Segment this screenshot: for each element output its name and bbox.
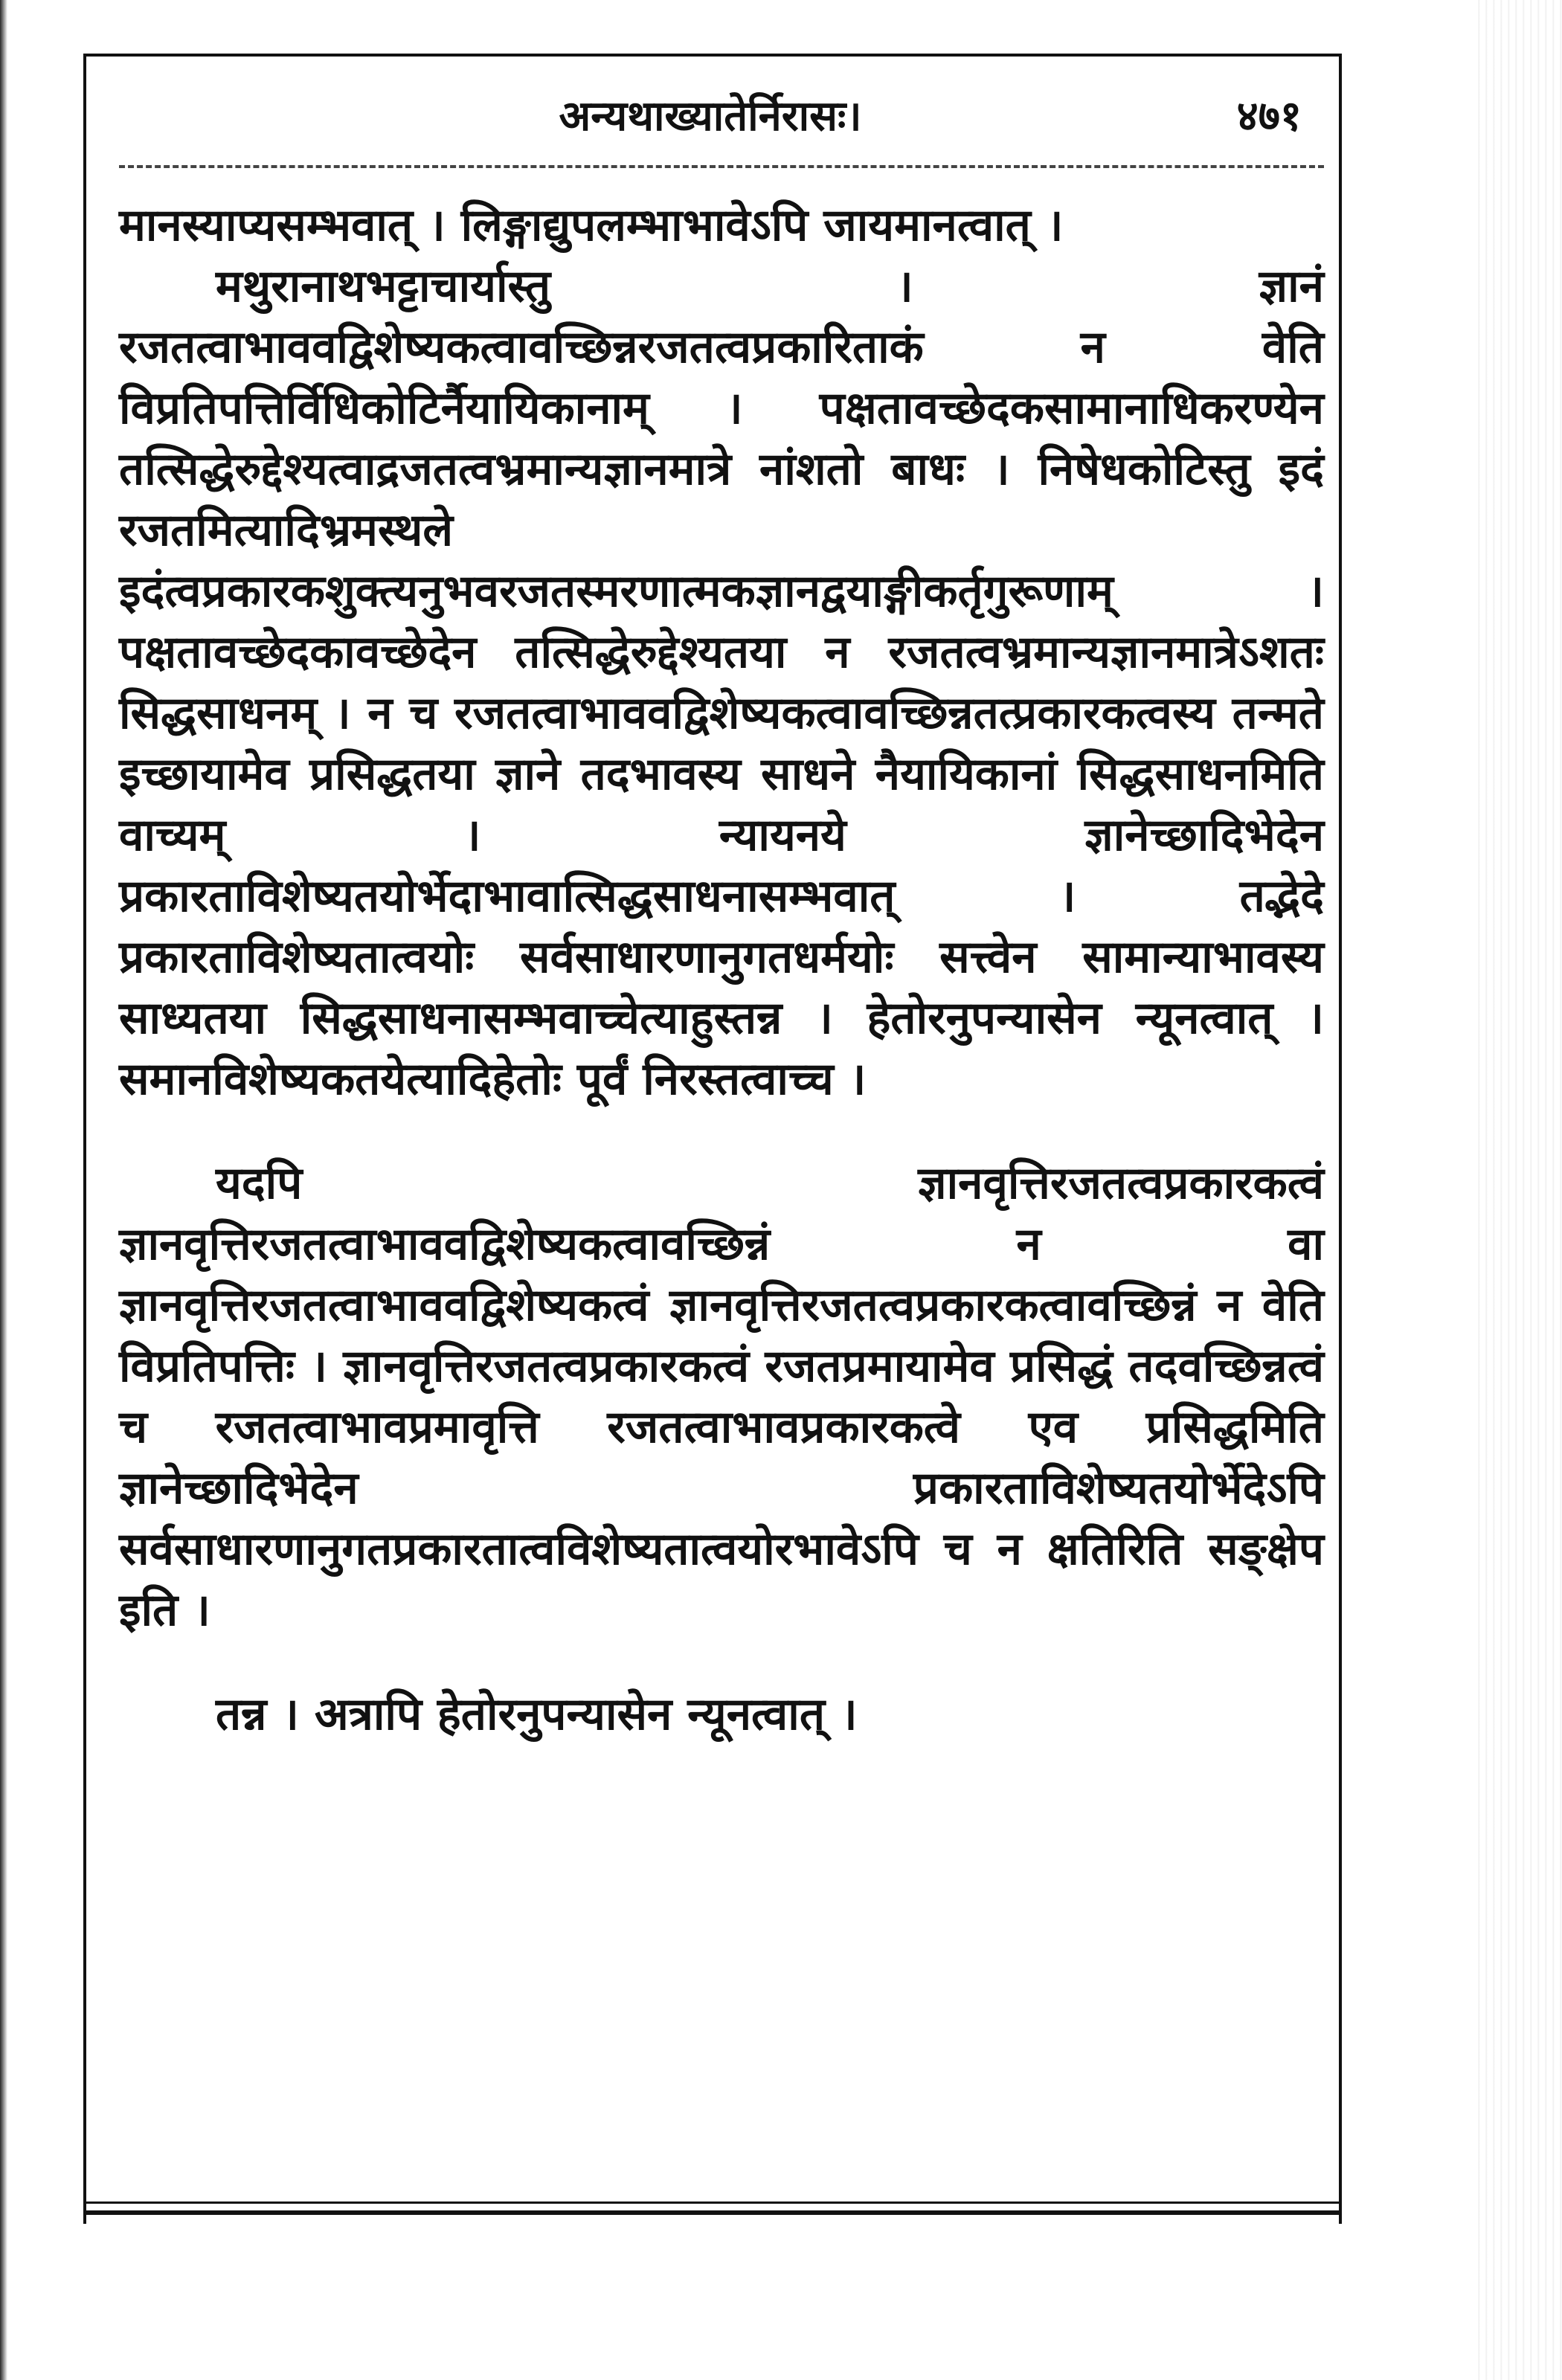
running-title: अन्यथाख्यातेर्निरासः।: [559, 92, 862, 141]
paragraph-gap: [119, 1641, 1324, 1684]
main-text: [119, 195, 1324, 1745]
scan-edge-right: [1473, 0, 1562, 2380]
paragraph-continuation: मानस्याप्यसम्भवात् । लिङ्गाद्युपलम्भाभावेऽपि जायमानत्वात् ।: [119, 199, 1064, 251]
header-divider: [119, 165, 1324, 168]
bottom-rule-thin: [83, 2202, 1342, 2204]
scan-edge-left: [0, 0, 7, 2380]
page-number: ४७१: [1236, 92, 1302, 141]
bottom-rule-thick: [83, 2210, 1342, 2215]
paragraph-gap: [119, 1110, 1324, 1153]
paragraph-mathuranatha: मथुरानाथभट्टाचार्यास्तु । ज्ञानं रजतत्वाभाववद्विशेष्यकत्वावच्छिन्नरजतत्वप्रकारिताकं न वेति विप्रतिपत्तिर्विधिकोटिर्नैयायिकानाम् । पक्षतावच्छेदकसामानाधिकरण्येन तत्सिद्धेरुद्देश्यत्वाद्रजतत्वभ्रमान्यज्ञानमात्रे नांशतो बाधः । निषेधकोटिस्तु इदं रजतमित्यादिभ्रमस्थले इदंत्वप्रकारकशुक्त्यनुभवरजतस्मरणात्मकज्ञानद्वयाङ्गीकर्तृगुरूणाम् । पक्षतावच्छेदकावच्छेदेन तत्सिद्धेरुद्देश्यतया न रजतत्वभ्रमान्यज्ञानमात्रेऽशतः सिद्धसाधनम् । न च रजतत्वाभाववद्विशेष्यकत्वावच्छिन्नतत्प्रकारकत्वस्य तन्मते इच्छायामेव प्रसिद्धतया ज्ञाने तदभावस्य साधने नैयायिकानां सिद्धसाधनमिति वाच्यम् । न्यायनये ज्ञानेच्छादिभेदेन प्रकारताविशेष्यतयोर्भेदाभावात्सिद्धसाधनासम्भवात् । तद्भेदे प्रकारताविशेष्यतात्वयोः सर्वसाधारणानुगतधर्मयोः सत्त्वेन सामान्याभावस्य साध्यतया सिद्धसाधनासम्भवाच्चेत्याहुस्तन्न । हेतोरनुपन्यासेन न्यूनत्वात् । समानविशेष्यकतयेत्यादिहेतोः पूर्वं निरस्तत्वाच्च ।: [119, 260, 1324, 1105]
running-header: [97, 83, 1324, 150]
paragraph-yadapi: यदपि ज्ञानवृत्तिरजतत्वप्रकारकत्वं ज्ञानवृत्तिरजतत्वाभाववद्विशेष्यकत्वावच्छिन्नं न वा ज्ञानवृत्तिरजतत्वाभाववद्विशेष्यकत्वं ज्ञानवृत्तिरजतत्वप्रकारकत्वावच्छिन्नं न वेति विप्रतिपत्तिः । ज्ञानवृत्तिरजतत्वप्रकारकत्वं रजतप्रमायामेव प्रसिद्धं तदवच्छिन्नत्वं च रजतत्वाभावप्रमावृत्ति रजतत्वाभावप्रकारकत्वे एव प्रसिद्धमिति ज्ञानेच्छादिभेदेन प्रकारताविशेष्यतयोर्भेदेऽपि सर्वसाधारणानुगतप्रकारतात्वविशेष्यतात्वयोरभावेऽपि च न क्षतिरिति सङ्क्षेप इति ।: [119, 1157, 1324, 1636]
paragraph-tanna: तन्न । अत्रापि हेतोरनुपन्यासेन न्यूनत्वात् ।: [216, 1688, 858, 1740]
